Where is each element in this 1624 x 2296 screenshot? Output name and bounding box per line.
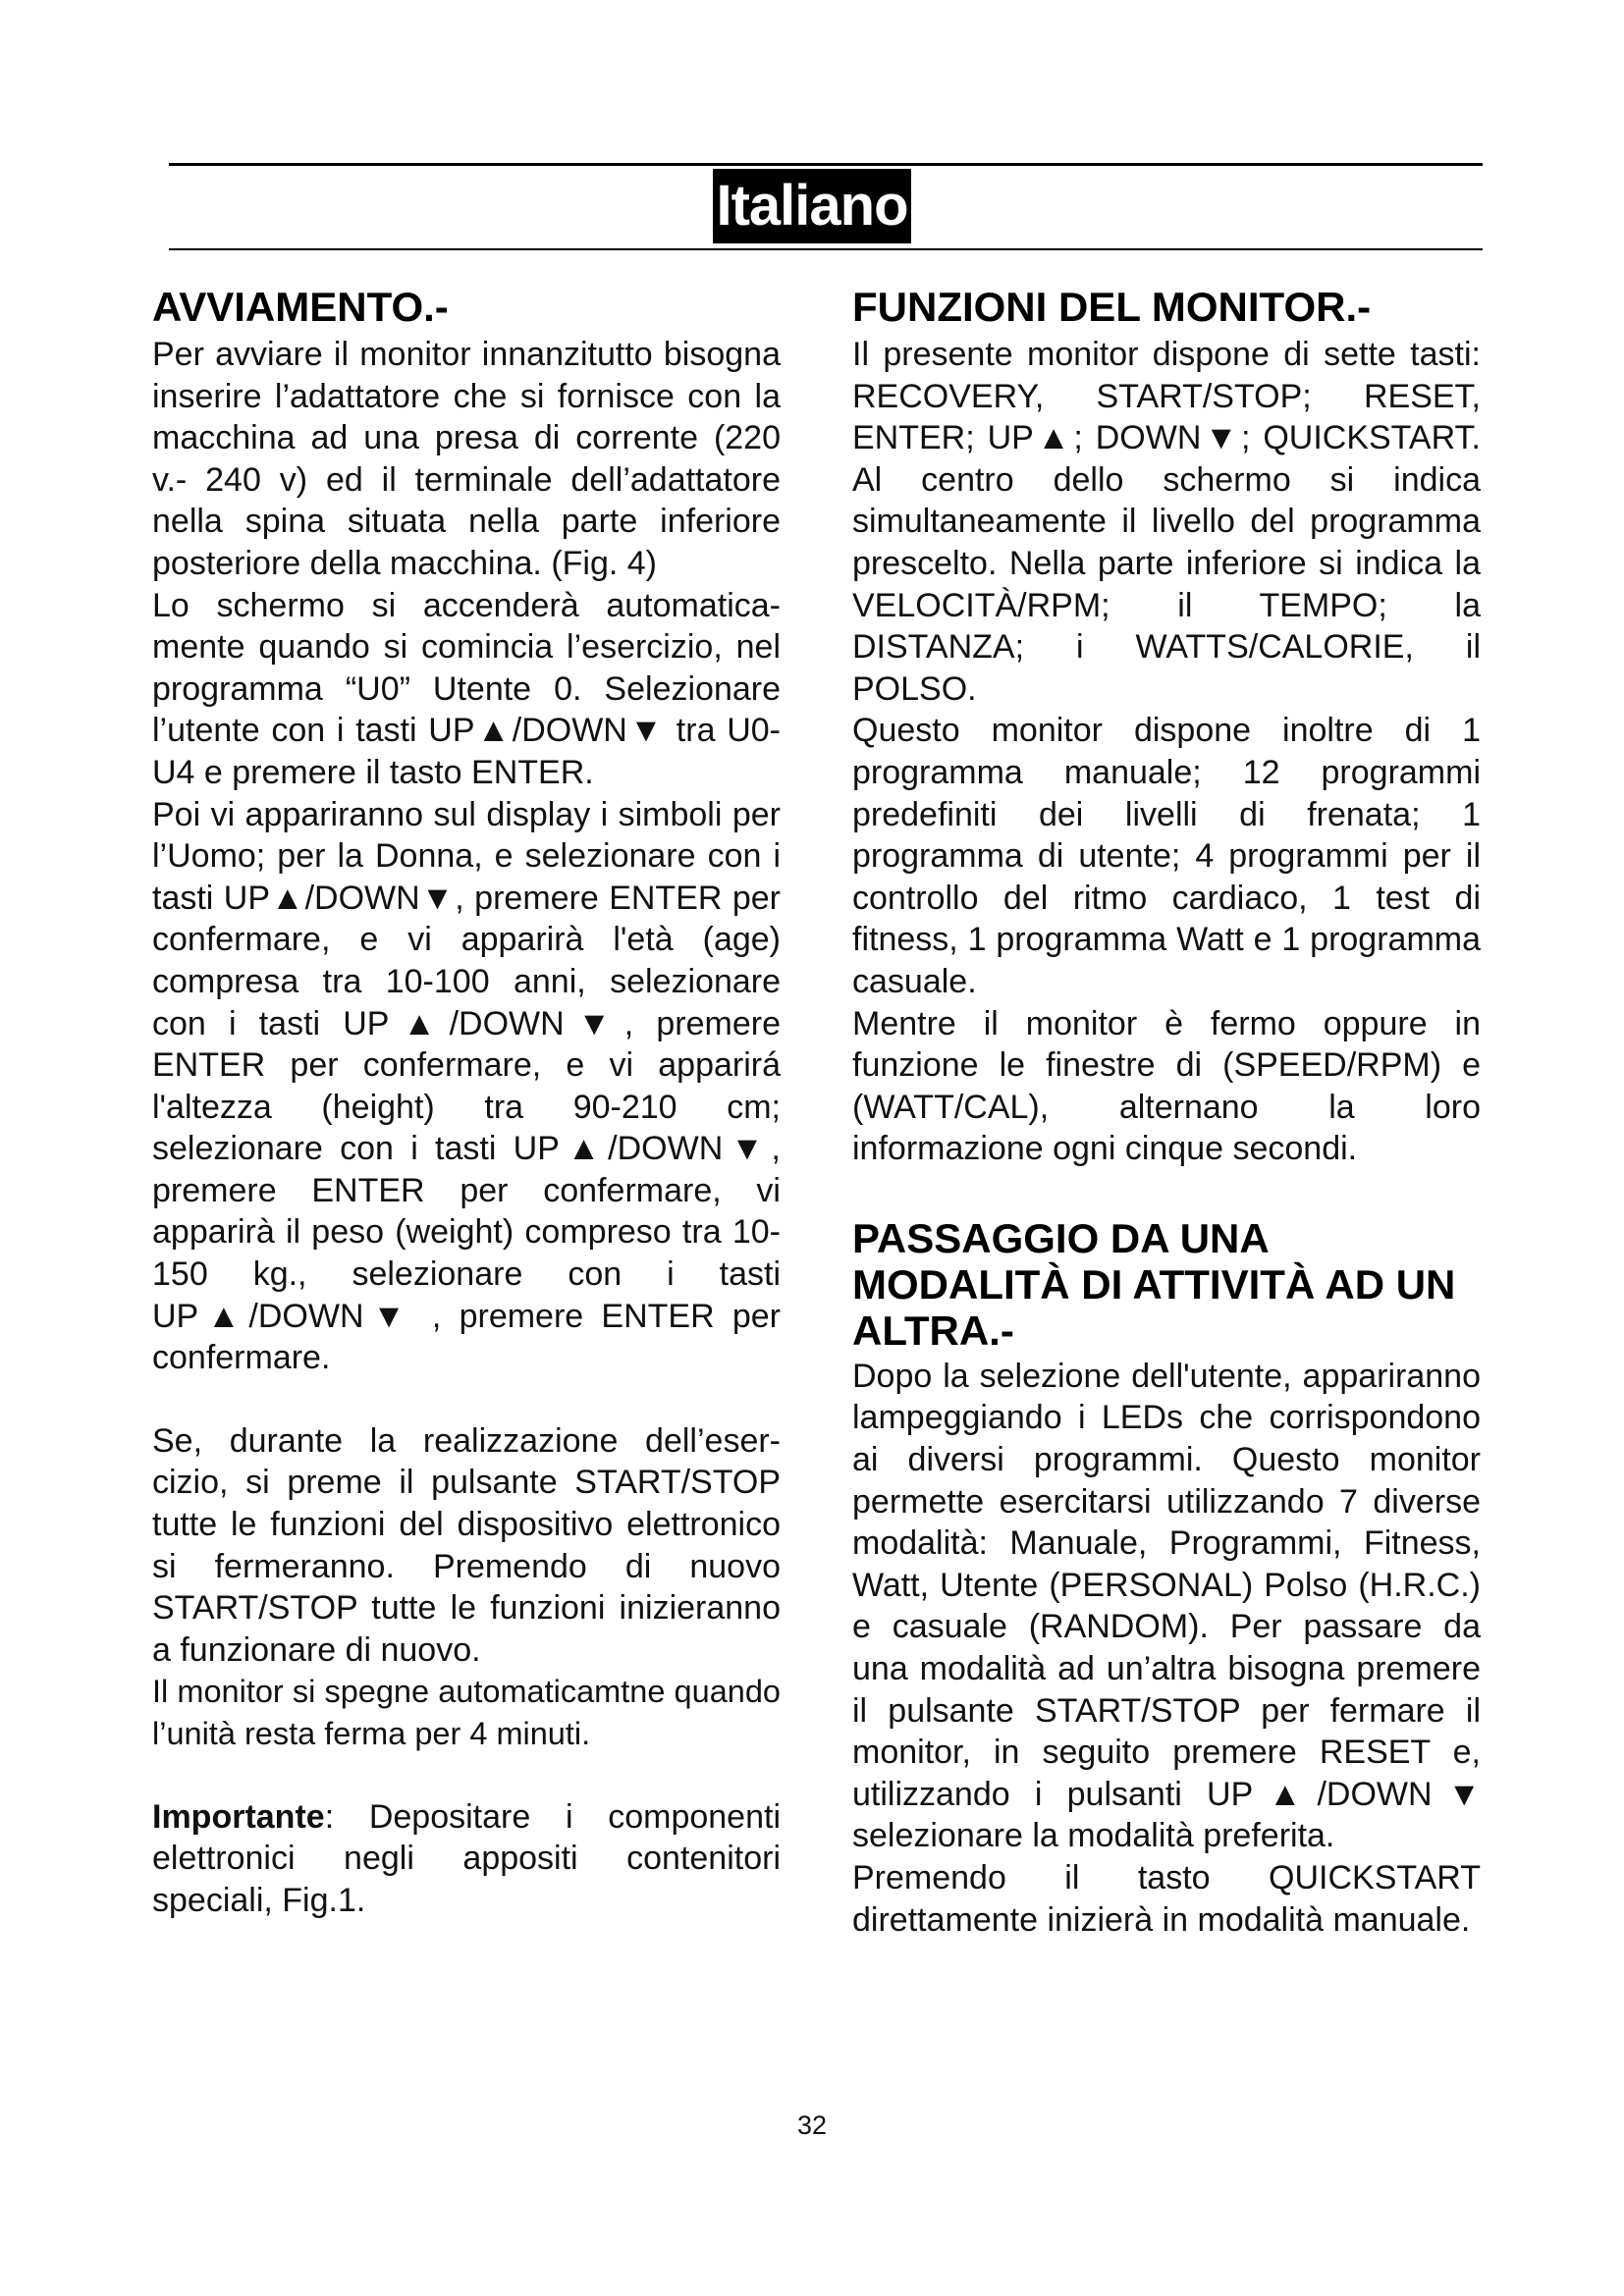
paragraph-passaggio-1: Dopo la selezione dell'utente, appariranno lampeggiando i LEDs che corrispondono ai diversi programmi. Questo monitor permette esercitarsi utilizzando 7 diverse modalità: Manuale, Programmi, Fitness, Watt, Utente (PERSONAL) Polso (H.R.C.) e casuale (RANDOM). Per passare da una modalità ad un’altra bisogna premere il pulsante START/STOP per fermare il monitor, in seguito premere RESET e, utilizzando i pulsanti UP▲/DOWN▼ selezionare la modalità preferita. <box>852 1357 1481 1855</box>
paragraph-funzioni-2: Questo monitor dispone inoltre di 1 programma manuale; 12 programmi predefiniti dei livelli di frenata; 1 programma di utente; 4 programmi per il controllo del ritmo cardiaco, 1 test di fitness, 1 programma Watt e 1 programma casuale. <box>852 712 1481 1000</box>
important-text: : Depositare i componenti elettronici negli appositi contenitori speciali, Fig.1. <box>152 1797 781 1919</box>
paragraph-avviamento-1: Per avviare il monitor innanzitutto bisogna inserire l’adattatore che si fornisce con la macchina ad una presa di corrente (220 v.- 240 v) ed il terminale dell’adattatore nella spina situata nella parte inferiore posteriore della macchina. (Fig. 4) <box>152 336 781 582</box>
section-heading-avviamento: AVVIAMENTO.- <box>152 284 449 330</box>
paragraph-avviamento-4: Se, durante la realizzazione dell’eser-cizio, si preme il pulsante START/STOP tutte le funzioni del dispositivo elettronico si fermeranno. Premendo di nuovo START/STOP tutte le funzioni inizieranno a funzionare di nuovo. <box>152 1421 781 1669</box>
left-column <box>152 285 781 1921</box>
header-rule-top <box>169 163 1483 166</box>
paragraph-avviamento-2: Lo schermo si accenderà automatica-mente quando si comincia l’esercizio, nel programma “U0” Utente 0. Selezionare l’utente con i tasti UP▲/DOWN▼ tra U0-U4 e premere il tasto ENTER. <box>152 586 781 791</box>
language-label: Italiano <box>713 169 910 243</box>
header-rule-bottom <box>169 248 1483 250</box>
paragraph-avviamento-3: Poi vi appariranno sul display i simboli per l’Uomo; per la Donna, e selezionare con i tasti UP▲/DOWN▼, premere ENTER per confermare, e vi apparirà l'età (age) compresa tra 10-100 anni, selezionare con i tasti UP▲/DOWN▼, premere ENTER per confermare, e vi apparirá l'altezza (height) tra 90-210 cm; selezionare con i tasti UP▲/DOWN▼, premere ENTER per confermare, vi apparirà il peso (weight) compreso tra 10-150 kg., selezionare con i tasti UP▲/DOWN▼ , premere ENTER per confermare. <box>152 795 781 1377</box>
paragraph-avviamento-5: Il monitor si spegne automaticamtne quando l’unità resta ferma per 4 minuti. <box>152 1674 781 1751</box>
paragraph-funzioni-1: Il presente monitor dispone di sette tasti: RECOVERY, START/STOP; RESET, ENTER; UP▲; DOWN▼; QUICKSTART. Al centro dello schermo si indica simultaneamente il livello del programma prescelto. Nella parte inferiore si indica la VELOCITÀ/RPM; il TEMPO; la DISTANZA; i WATTS/CALORIE, il POLSO. <box>852 336 1481 708</box>
paragraph-funzioni-3: Mentre il monitor è fermo oppure in funzione le finestre di (SPEED/RPM) e (WATT/CAL), alternano la loro informazione ogni cinque secondi. <box>852 1004 1481 1168</box>
section-heading-funzioni: FUNZIONI DEL MONITOR.- <box>852 284 1372 330</box>
page-number: 32 <box>796 2110 828 2140</box>
paragraph-important <box>152 1796 781 1922</box>
paragraph-passaggio-2: Premendo il tasto QUICKSTART direttamente inizierà in modalità manuale. <box>852 1859 1481 1939</box>
right-column <box>852 285 1481 1941</box>
language-badge <box>0 169 1624 243</box>
section-heading-passaggio: PASSAGGIO DA UNA MODALITÀ DI ATTIVITÀ AD UN ALTRA.- <box>852 1214 1456 1354</box>
important-label: Importante <box>152 1797 325 1836</box>
